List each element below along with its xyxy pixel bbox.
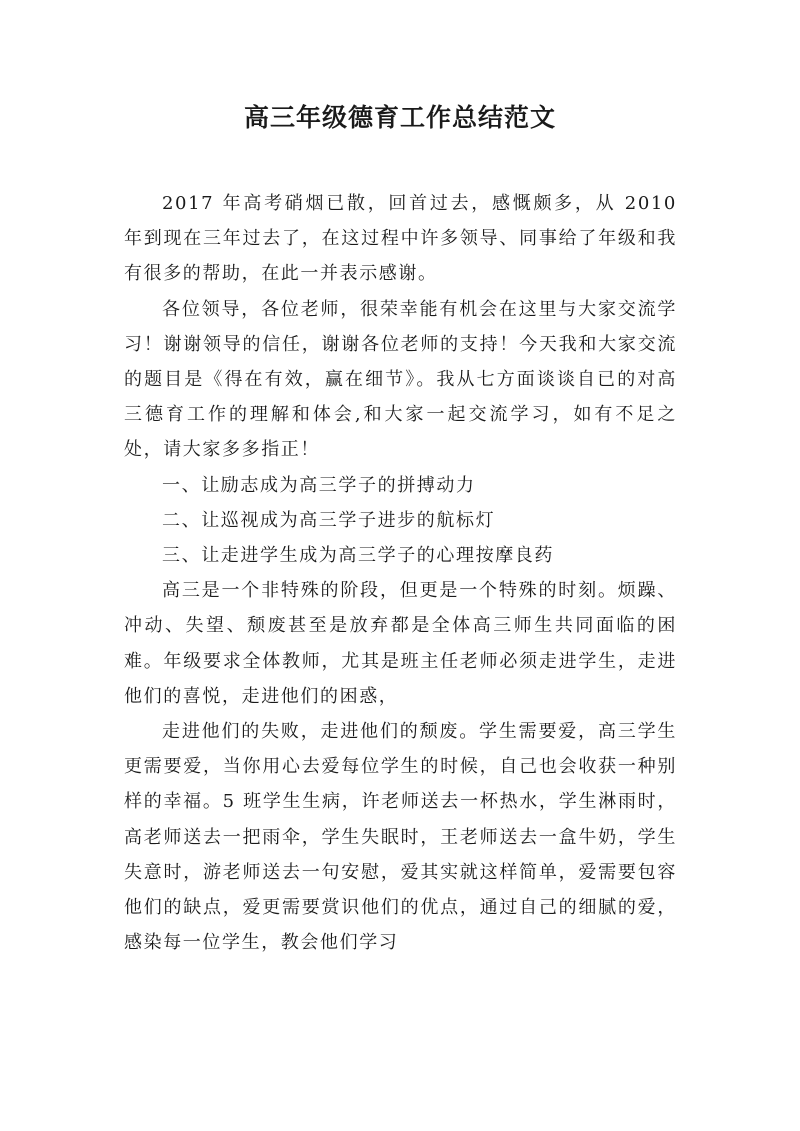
document-body [124, 186, 677, 960]
paragraph-senior-year: 高三是一个非特殊的阶段，但更是一个特殊的时刻。烦躁、冲动、失望、颓废甚至是放弃都是全体高三师生共同面临的困难。年级要求全体教师，尤其是班主任老师必须走进学生，走进他们的喜悦，走进他们的困惑， [124, 580, 677, 707]
paragraph-intro: 2017 年高考硝烟已散，回首过去，感慨颇多，从 2010 年到现在三年过去了，在这过程中许多领导、同事给了年级和我有很多的帮助，在此一并表示感谢。 [124, 193, 677, 285]
list-item-1: 一、让励志成为高三学子的拼搏动力 [162, 474, 476, 496]
list-item-3: 三、让走进学生成为高三学子的心理按摩良药 [162, 545, 554, 567]
list-item-2: 二、让巡视成为高三学子进步的航标灯 [162, 509, 496, 531]
paragraph-care: 走进他们的失败，走进他们的颓废。学生需要爱，高三学生更需要爱，当你用心去爱每位学生的时候，自己也会收获一种别样的幸福。5 班学生生病，许老师送去一杯热水，学生淋雨时，高老师送去一把雨伞，学生失眠时，王老师送去一盒牛奶，学生失意时，游老师送去一句安慰，爱其实就这样简单，爱需要包容他们的缺点，爱更需要赏识他们的优点，通过自己的细腻的爱，感染每一位学生，教会他们学习 [124, 721, 677, 954]
paragraph-greeting: 各位领导，各位老师，很荣幸能有机会在这里与大家交流学习！谢谢领导的信任，谢谢各位老师的支持！今天我和大家交流的题目是《得在有效，赢在细节》。我从七方面谈谈自已的对高三德育工作的理解和体会,和大家一起交流学习，如有不足之处，请大家多多指正！ [124, 298, 677, 461]
document-title: 高三年级德育工作总结范文 [243, 103, 556, 132]
